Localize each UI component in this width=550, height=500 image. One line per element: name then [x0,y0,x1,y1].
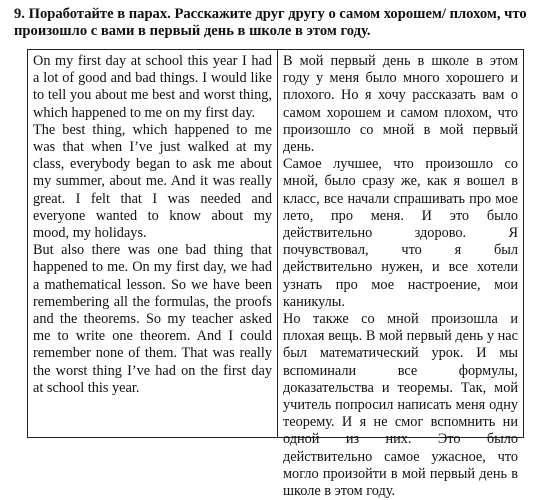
english-paragraph-1: On my first day at school this year I had a lot of good and bad things. I would like to tell you about me best and worst thing, which happened to me on my first day. [33,53,272,121]
russian-column [278,50,523,500]
russian-paragraph-3: Но также со мной произошла и плохая вещь. В мой первый день у нас был математический урок. И мы вспоминали все формулы, доказательства и теоремы. Так, мой учитель попросил написать меня одну теорему. И я не смог вспомнить ни одной из них. Это было действительно самое ужасное, что могло произойти в мой первый день в школе в этом году. [283,311,518,500]
russian-paragraph-1: В мой первый день в школе в этом году у меня было много хорошего и плохого. Но я хочу рассказать вам о самом хорошем и самом плохом, что произошло со мной в мой первый день. [283,53,518,156]
russian-paragraph-2: Самое лучшее, что произошло со мной, было сразу же, как я вошел в класс, все начали спрашивать про мое лето, про меня. И это было действительно здорово. Я почувствовал, что я был действительно нужен, и все хотели узнать про мое настроение, мои каникулы. [283,156,518,310]
english-column [28,50,278,437]
english-paragraph-2: The best thing, which happened to me was that when I’ve just walked at my class, everybody began to ask me about my summer, about me. And it was really great. I felt that I was needed and everyone wanted to know about my mood, my holidays. [33,121,272,242]
task-title: 9. Поработайте в парах. Расскажите друг другу о самом хорошем/ плохом, что произошло с вами в первый день в школе в этом году. [14,6,527,39]
translation-table [27,49,524,500]
english-paragraph-3: But also there was one bad thing that happened to me. On my first day, we had a mathematical lesson. So we have been remembering all the formulas, the proofs and the theorems. So my teacher asked me to write one theorem. And I could remember none of them. That was really the worst thing I’ve had on the first day at school this year. [33,242,272,396]
